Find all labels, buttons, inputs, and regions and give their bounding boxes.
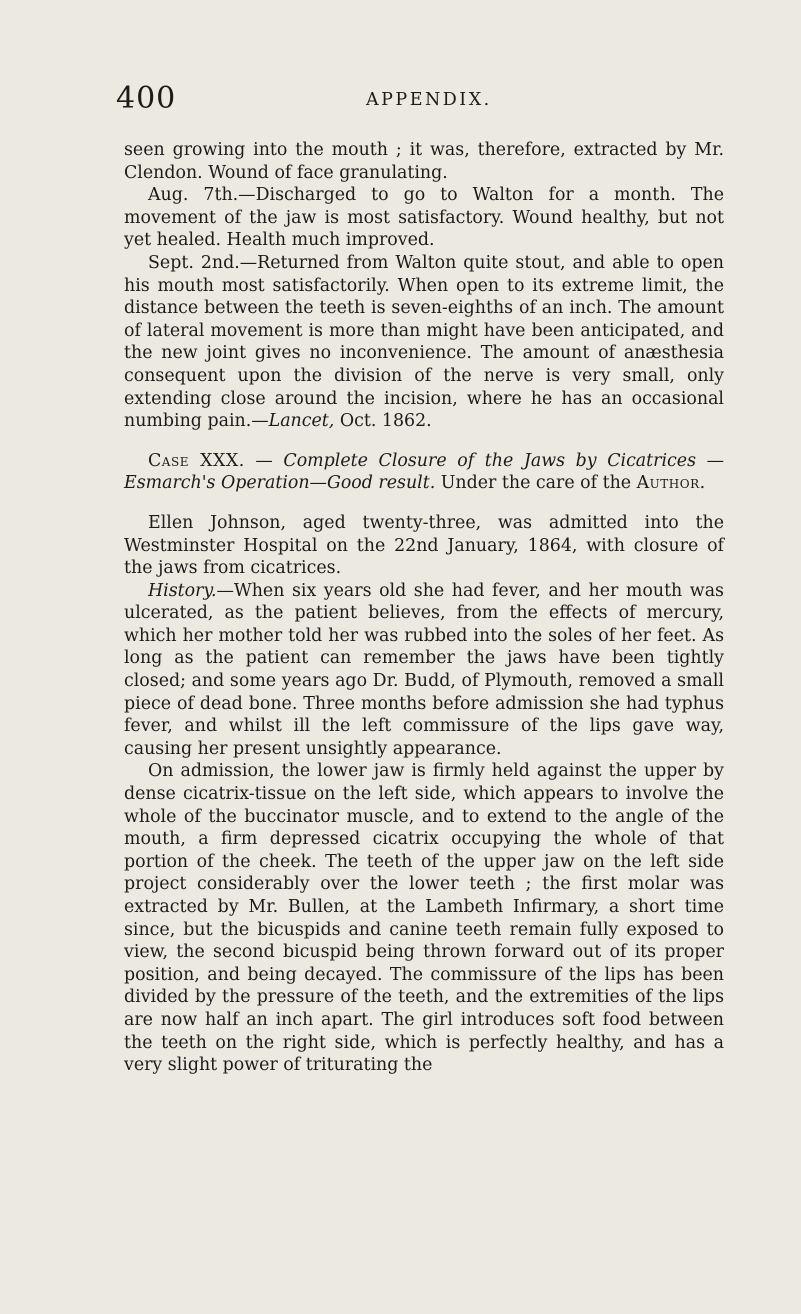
page-header [116,82,724,122]
paragraph-admission: Ellen Johnson, aged twenty-three, was admitted into the Westminster Hospital on the 22nd January, 1864, with closure of the jaws from cicatrices. [124,512,724,579]
case-author: Author. [636,473,706,494]
page-number: 400 [116,81,177,116]
paragraph-aug-7: Aug. 7th.—Discharged to go to Walton for a month. The movement of the jaw is most satisfactory. Wound healthy, but not yet healed. Health much improved. [124,185,724,251]
citation-source: Lancet, [268,411,335,432]
case-care: Under the care of the [435,473,637,494]
paragraph-continuation: seen growing into the mouth ; it was, therefore, extracted by Mr. Clendon. Wound of face granulating. [124,140,724,183]
paragraph-sept-2-text: Sept. 2nd.—Returned from Walton quite stout, and able to open his mouth most satisfactorily. When open to its extreme limit, the distance between the teeth is seven-eighths of an inch. The amount of lateral movement is more than might have been anticipated, and the new joint gives no inconvenience. The amount of anæsthesia consequent upon the division of the nerve is very small, only extending close around the incision, where he has an occasional numbing pain.— [124,252,724,432]
case-label: Case XXX. [148,450,245,471]
case-dash: — [244,450,284,471]
history-text: —When six years old she had fever, and her mouth was ulcerated, as the patient believes, from the effects of mercury, which her mother told her was rubbed into the soles of her feet. As long as the patient can remember the jaws have been tightly closed; and some years ago Dr. Budd, of Plymouth, removed a small piece of dead bone. Three months before admission she had typhus fever, and whilst ill the left commissure of the lips gave way, causing her present unsightly appearance. [124,580,724,759]
running-head: APPENDIX. [366,90,492,110]
case-heading [124,450,724,495]
history-label: History. [148,580,217,601]
body-text [124,139,724,1077]
paragraph-history [124,580,724,761]
paragraph-on-admission: On admission, the lower jaw is firmly held against the upper by dense cicatrix-tissue on the left side, which appears to involve the whole of the buccinator muscle, and to extend to the angle of the mouth, a firm depressed cicatrix occupying the whole of that portion of the cheek. The teeth of the upper jaw on the left side project considerably over the lower teeth ; the first molar was extracted by Mr. Bullen, at the Lambeth Infirmary, a short time since, but the bicuspids and canine teeth remain fully exposed to view, the second bicuspid being thrown forward out of its proper position, and being decayed. The commissure of the lips has been divided by the pressure of the teeth, and the extremities of the lips are now half an inch apart. The girl introduces soft food between the teeth on the right side, which is perfectly healthy, and has a very slight power of triturating the [124,761,724,1076]
paragraph-sept-2 [124,252,724,433]
case-title: Complete Closure of the Jaws by Cicatrices — Esmarch's Operation—Good result. [124,450,725,494]
citation-date: Oct. 1862. [334,411,432,432]
